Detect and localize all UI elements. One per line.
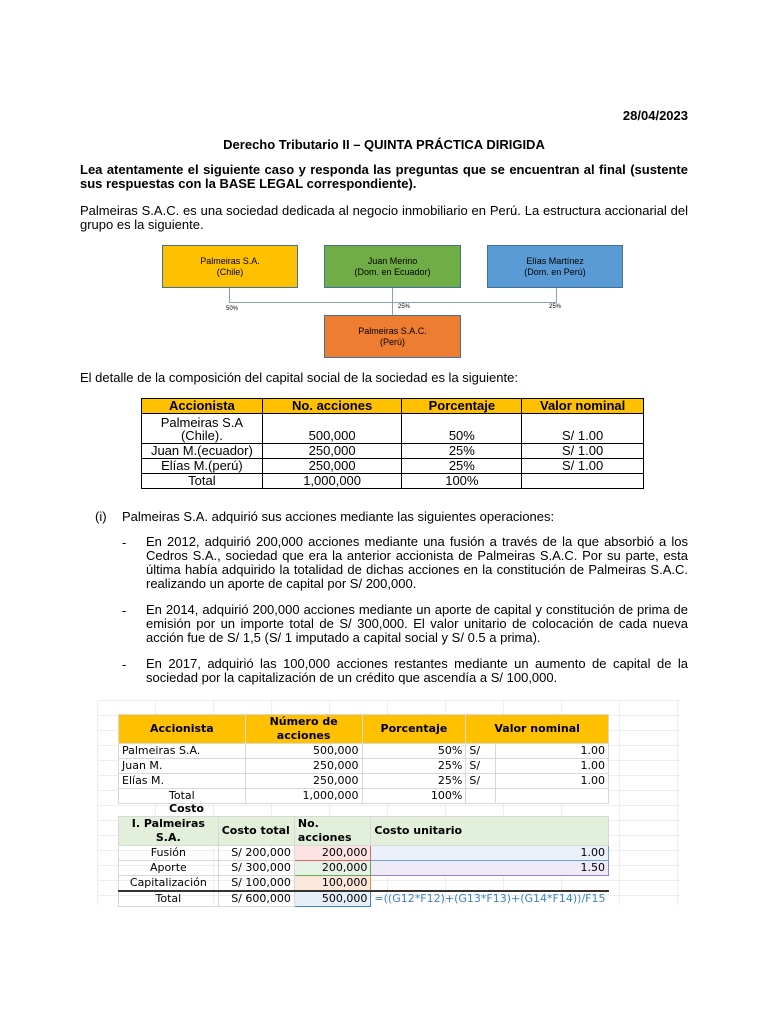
document-page: 28/04/2023 Derecho Tributario II – QUINTA PRÁCTICA DIRIGIDA Lea atentamente el siguiente caso y responda las preguntas que se encuentran al final (sustente sus respuestas con la BASE LEGAL correspondiente). Palmeiras S.A.C. es una sociedad dedicada al negocio inmobiliario en Perú. La estructura accionarial del grupo es la siguiente. Palmeiras S.A. (Chile) Juan Merino (Dom. en Ecuador) Elías Martínez (Dom. en Perú) Palmeiras S.A.C. (Perú) 50% 25% 25% El detalle de la composición del capital social de la sociedad es la siguiente: Accionista No. acciones Porcentaje Valor nominal Palmeiras S.A (Chile). 500,000 50% S/ 1.00 Juan M.(ecuador) 250,000 25% S/ 1.00 Elías M.(perú) 250,000 25% S/ 1.00 Total 1,000,000 100% (i) Palmeiras S.A. adquirió sus acciones mediante las siguientes operaciones: - En 2012, adquirió 200,000 acciones mediante una fusión a través de la que absorbió a los Cedros S.A., sociedad que era la anterior accionista de Palmeiras S.A.C. Por su parte, esta última había adquirido la totalidad de dichas acciones en la constitución de Palmeiras S.A.C. realizando un aporte de capital por S/ 200,000. - En 2014, adquirió 200,000 acciones mediante un aporte de capital y constitución de prima de emisión por un importe total de S/ 300,000. El valor unitario de colocación de cada nueva acción fue de S/ 1,5 (S/ 1 imputado a capital social y S/ 0.5 a prima). - En 2017, adquirió las 100,000 acciones restantes mediante un aumento de capital de la sociedad por la capitalización de un crédito que ascendía a S/ 100,000. Accionista Número de acciones Porcentaje Valor nominal Palmeiras S.A. 500,000 50% S/ 1.00 Juan M. 250,000 25% S/ 1.00 Elías M. 250,000 25% S/ 1.00 Total 1,000,000 100% Costo I. Palmeiras S.A. Costo total No. acciones Costo unitario Fusión S/ 200,000 200,000 1.00 Aporte S/ 300,000 200,000 1.50 Capitalización S/ 100,000 100,000 Total S/ 600,000 500,000 =((G12*F12)+(G13*F13)+(G14*F14))/F15 bbox=[0, 0, 768, 1024]
bullet-2012: En 2012, adquirió 200,000 acciones mediante una fusión a través de la que absorbió a los Cedros S.A., sociedad que era la anterior accionista de Palmeiras S.A.C. Por su parte, esta última había adquirido la totalidad de dichas acciones en la constitución de Palmeiras S.A.C. realizando un aporte de capital por S/ 200,000. bbox=[146, 534, 688, 591]
cost-caption: Costo bbox=[169, 802, 204, 815]
table-row: Total S/ 600,000 500,000 =((G12*F12)+(G13*F13)+(G14*F14))/F15 bbox=[119, 891, 609, 907]
bullet-2017: En 2017, adquirió las 100,000 acciones restantes mediante un aumento de capital de la sociedad por la capitalización de un crédito que ascendía a S/ 100,000. bbox=[146, 656, 688, 685]
intro-paragraph: Palmeiras S.A.C. es una sociedad dedicada al negocio inmobiliario en Perú. La estructura accionarial del grupo es la siguiente. bbox=[80, 203, 688, 232]
table-row: Elías M.(perú) 250,000 25% S/ 1.00 bbox=[142, 459, 644, 474]
table-row: Aporte S/ 300,000 200,000 1.50 bbox=[119, 861, 609, 876]
table-row: Juan M.(ecuador) 250,000 25% S/ 1.00 bbox=[142, 444, 644, 459]
formula-cell[interactable]: =((G12*F12)+(G13*F13)+(G14*F14))/F15 bbox=[374, 892, 606, 906]
pct-label: 25% bbox=[398, 304, 411, 310]
table-row: Palmeiras S.A (Chile). 500,000 50% S/ 1.00 bbox=[142, 414, 644, 444]
sheet-cost-table bbox=[118, 816, 609, 907]
capital-intro: El detalle de la composición del capital social de la sociedad es la siguiente: bbox=[80, 370, 518, 385]
box-elias-martinez: Elías Martínez (Dom. en Perú) bbox=[487, 245, 623, 288]
table-row: Juan M. 250,000 25% S/ 1.00 bbox=[119, 759, 609, 774]
spreadsheet-screenshot bbox=[97, 700, 680, 905]
table-header: I. Palmeiras S.A. Costo total No. acciones Costo unitario bbox=[119, 817, 609, 846]
box-juan-merino: Juan Merino (Dom. en Ecuador) bbox=[324, 245, 461, 288]
pct-label: 50% bbox=[226, 306, 239, 312]
table-row: Total 1,000,000 100% bbox=[119, 789, 609, 804]
section-text: Palmeiras S.A. adquirió sus acciones mediante las siguientes operaciones: bbox=[122, 509, 555, 524]
table-row: Total 1,000,000 100% bbox=[142, 474, 644, 489]
bullet-2014: En 2014, adquirió 200,000 acciones mediante un aporte de capital y constitución de prima de emisión por un importe total de S/ 300,000. El valor unitario de colocación de cada nueva acción fue de S/ 1,5 (S/ 1 imputado a capital social y S/ 0.5 a prima). bbox=[146, 602, 688, 645]
box-palmeiras-sac: Palmeiras S.A.C. (Perú) bbox=[324, 315, 461, 358]
page-title: Derecho Tributario II – QUINTA PRÁCTICA DIRIGIDA bbox=[223, 137, 545, 152]
sheet-shareholders-table bbox=[118, 714, 609, 804]
section-number: (i) bbox=[95, 509, 107, 524]
table-row: Elías M. 250,000 25% S/ 1.00 bbox=[119, 774, 609, 789]
table-row: Capitalización S/ 100,000 100,000 bbox=[119, 876, 609, 892]
table-row: Fusión S/ 200,000 200,000 1.00 bbox=[119, 846, 609, 861]
capital-table bbox=[141, 398, 644, 489]
date: 28/04/2023 bbox=[622, 108, 688, 123]
instructions: Lea atentamente el siguiente caso y responda las preguntas que se encuentran al final (sustente sus respuestas con la BASE LEGAL correspondiente). bbox=[80, 162, 688, 191]
box-palmeiras-sa: Palmeiras S.A. (Chile) bbox=[162, 245, 298, 288]
table-header: Accionista Número de acciones Porcentaje Valor nominal bbox=[119, 715, 609, 744]
table-row: Palmeiras S.A. 500,000 50% S/ 1.00 bbox=[119, 744, 609, 759]
pct-label: 25% bbox=[549, 304, 562, 310]
table-header: Accionista No. acciones Porcentaje Valor nominal bbox=[142, 399, 644, 414]
